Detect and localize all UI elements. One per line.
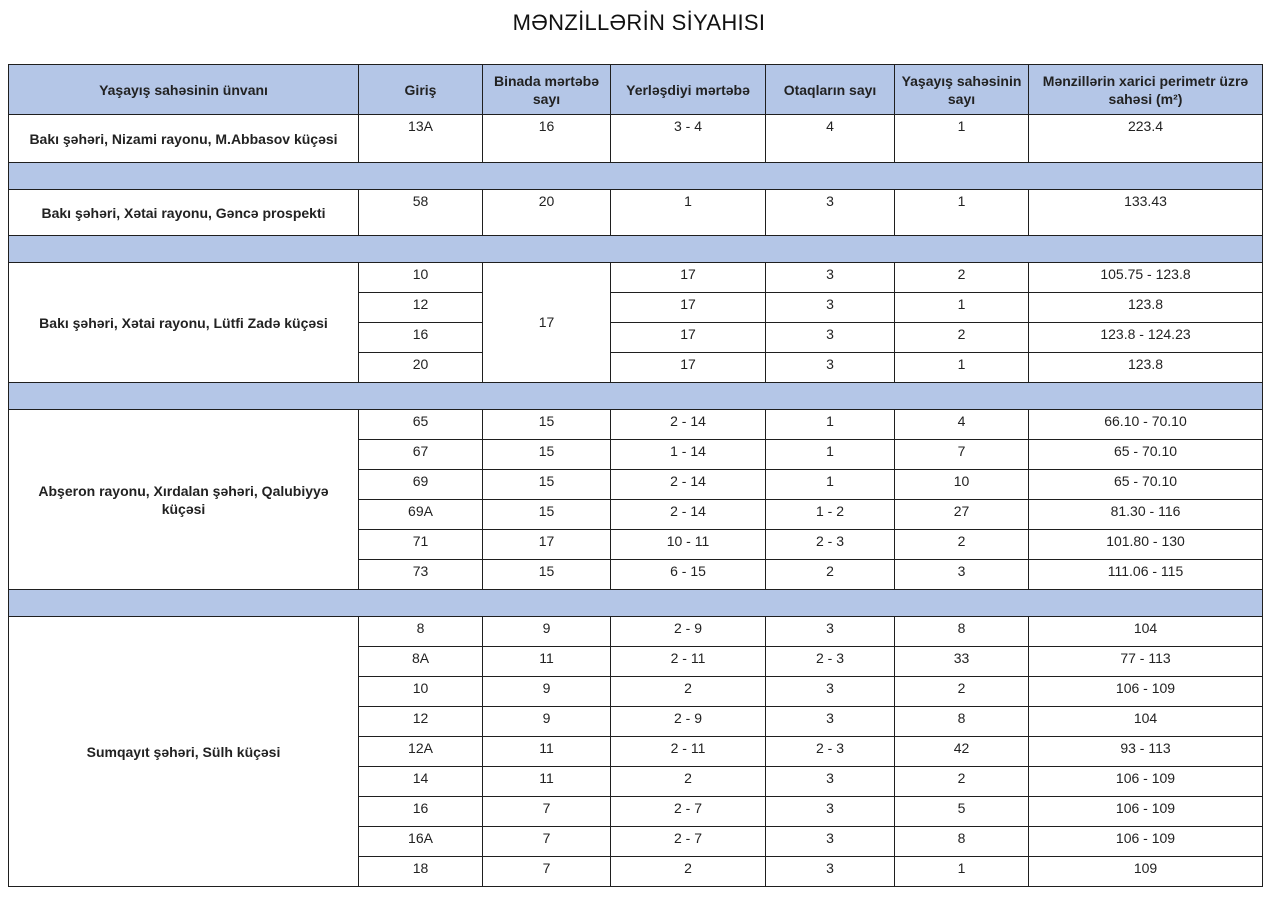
rooms-cell: 2 xyxy=(766,560,895,590)
area-cell: 109 xyxy=(1029,857,1263,887)
residence-count-cell: 2 xyxy=(895,767,1029,797)
residence-count-cell: 1 xyxy=(895,115,1029,163)
building-floors-cell: 17 xyxy=(483,263,611,383)
entrance-cell: 8 xyxy=(359,617,483,647)
separator-row xyxy=(9,163,1263,190)
floor-cell: 2 - 11 xyxy=(611,647,766,677)
area-cell: 93 - 113 xyxy=(1029,737,1263,767)
separator-cell xyxy=(9,236,1263,263)
header-entrance: Giriş xyxy=(359,65,483,115)
rooms-cell: 3 xyxy=(766,263,895,293)
area-cell: 104 xyxy=(1029,707,1263,737)
address-cell: Sumqayıt şəhəri, Sülh küçəsi xyxy=(9,617,359,887)
rooms-cell: 3 xyxy=(766,677,895,707)
residence-count-cell: 2 xyxy=(895,263,1029,293)
header-floor: Yerləşdiyi mərtəbə xyxy=(611,65,766,115)
building-floors-cell: 17 xyxy=(483,530,611,560)
floor-cell: 2 - 9 xyxy=(611,617,766,647)
floor-cell: 2 - 14 xyxy=(611,410,766,440)
rooms-cell: 3 xyxy=(766,857,895,887)
floor-cell: 2 xyxy=(611,677,766,707)
rooms-cell: 1 xyxy=(766,440,895,470)
header-building-floors: Binada mərtəbə sayı xyxy=(483,65,611,115)
entrance-cell: 12 xyxy=(359,707,483,737)
residence-count-cell: 2 xyxy=(895,323,1029,353)
area-cell: 133.43 xyxy=(1029,190,1263,236)
separator-cell xyxy=(9,163,1263,190)
building-floors-cell: 11 xyxy=(483,767,611,797)
residence-count-cell: 8 xyxy=(895,617,1029,647)
residence-count-cell: 1 xyxy=(895,857,1029,887)
entrance-cell: 69A xyxy=(359,500,483,530)
floor-cell: 17 xyxy=(611,323,766,353)
rooms-cell: 1 xyxy=(766,410,895,440)
entrance-cell: 16 xyxy=(359,323,483,353)
entrance-cell: 12A xyxy=(359,737,483,767)
rooms-cell: 1 - 2 xyxy=(766,500,895,530)
floor-cell: 2 - 9 xyxy=(611,707,766,737)
table-header-row xyxy=(9,65,1263,115)
table-row xyxy=(9,190,1263,236)
area-cell: 123.8 - 124.23 xyxy=(1029,323,1263,353)
rooms-cell: 3 xyxy=(766,353,895,383)
building-floors-cell: 20 xyxy=(483,190,611,236)
building-floors-cell: 7 xyxy=(483,857,611,887)
floor-cell: 2 xyxy=(611,767,766,797)
table-row xyxy=(9,115,1263,163)
rooms-cell: 3 xyxy=(766,797,895,827)
entrance-cell: 18 xyxy=(359,857,483,887)
residence-count-cell: 7 xyxy=(895,440,1029,470)
floor-cell: 1 xyxy=(611,190,766,236)
rooms-cell: 3 xyxy=(766,827,895,857)
area-cell: 66.10 - 70.10 xyxy=(1029,410,1263,440)
residence-count-cell: 2 xyxy=(895,530,1029,560)
building-floors-cell: 9 xyxy=(483,707,611,737)
area-cell: 105.75 - 123.8 xyxy=(1029,263,1263,293)
residence-count-cell: 5 xyxy=(895,797,1029,827)
entrance-cell: 16A xyxy=(359,827,483,857)
area-cell: 106 - 109 xyxy=(1029,827,1263,857)
separator-row xyxy=(9,590,1263,617)
rooms-cell: 3 xyxy=(766,293,895,323)
table-row xyxy=(9,410,1263,440)
separator-cell xyxy=(9,383,1263,410)
residence-count-cell: 27 xyxy=(895,500,1029,530)
entrance-cell: 13A xyxy=(359,115,483,163)
building-floors-cell: 11 xyxy=(483,737,611,767)
area-cell: 106 - 109 xyxy=(1029,767,1263,797)
building-floors-cell: 15 xyxy=(483,410,611,440)
rooms-cell: 2 - 3 xyxy=(766,530,895,560)
building-floors-cell: 15 xyxy=(483,440,611,470)
apartments-table xyxy=(8,64,1263,887)
floor-cell: 2 - 11 xyxy=(611,737,766,767)
floor-cell: 2 - 7 xyxy=(611,827,766,857)
header-residence-count: Yaşayış sahəsinin sayı xyxy=(895,65,1029,115)
area-cell: 104 xyxy=(1029,617,1263,647)
floor-cell: 2 - 14 xyxy=(611,500,766,530)
floor-cell: 17 xyxy=(611,293,766,323)
area-cell: 106 - 109 xyxy=(1029,677,1263,707)
address-cell: Bakı şəhəri, Nizami rayonu, M.Abbasov küçəsi xyxy=(9,115,359,163)
header-rooms: Otaqların sayı xyxy=(766,65,895,115)
separator-row xyxy=(9,236,1263,263)
separator-row xyxy=(9,383,1263,410)
entrance-cell: 12 xyxy=(359,293,483,323)
area-cell: 223.4 xyxy=(1029,115,1263,163)
table-row xyxy=(9,617,1263,647)
separator-cell xyxy=(9,590,1263,617)
rooms-cell: 3 xyxy=(766,190,895,236)
floor-cell: 17 xyxy=(611,263,766,293)
building-floors-cell: 7 xyxy=(483,797,611,827)
entrance-cell: 10 xyxy=(359,263,483,293)
floor-cell: 2 xyxy=(611,857,766,887)
header-area: Mənzillərin xarici perimetr üzrə sahəsi (m²) xyxy=(1029,65,1263,115)
building-floors-cell: 15 xyxy=(483,470,611,500)
floor-cell: 2 - 7 xyxy=(611,797,766,827)
entrance-cell: 73 xyxy=(359,560,483,590)
area-cell: 123.8 xyxy=(1029,353,1263,383)
floor-cell: 17 xyxy=(611,353,766,383)
rooms-cell: 3 xyxy=(766,617,895,647)
area-cell: 111.06 - 115 xyxy=(1029,560,1263,590)
address-cell: Abşeron rayonu, Xırdalan şəhəri, Qalubiyyə küçəsi xyxy=(9,410,359,590)
floor-cell: 1 - 14 xyxy=(611,440,766,470)
rooms-cell: 4 xyxy=(766,115,895,163)
residence-count-cell: 8 xyxy=(895,707,1029,737)
address-cell: Bakı şəhəri, Xətai rayonu, Lütfi Zadə küçəsi xyxy=(9,263,359,383)
entrance-cell: 20 xyxy=(359,353,483,383)
header-address: Yaşayış sahəsinin ünvanı xyxy=(9,65,359,115)
residence-count-cell: 1 xyxy=(895,293,1029,323)
rooms-cell: 1 xyxy=(766,470,895,500)
entrance-cell: 14 xyxy=(359,767,483,797)
entrance-cell: 8A xyxy=(359,647,483,677)
residence-count-cell: 42 xyxy=(895,737,1029,767)
page-title: MƏNZİLLƏRİN SİYAHISI xyxy=(512,10,766,35)
entrance-cell: 69 xyxy=(359,470,483,500)
residence-count-cell: 3 xyxy=(895,560,1029,590)
residence-count-cell: 1 xyxy=(895,190,1029,236)
entrance-cell: 10 xyxy=(359,677,483,707)
area-cell: 65 - 70.10 xyxy=(1029,440,1263,470)
building-floors-cell: 15 xyxy=(483,560,611,590)
floor-cell: 6 - 15 xyxy=(611,560,766,590)
residence-count-cell: 8 xyxy=(895,827,1029,857)
entrance-cell: 65 xyxy=(359,410,483,440)
building-floors-cell: 9 xyxy=(483,617,611,647)
area-cell: 65 - 70.10 xyxy=(1029,470,1263,500)
area-cell: 101.80 - 130 xyxy=(1029,530,1263,560)
entrance-cell: 67 xyxy=(359,440,483,470)
floor-cell: 3 - 4 xyxy=(611,115,766,163)
entrance-cell: 71 xyxy=(359,530,483,560)
residence-count-cell: 4 xyxy=(895,410,1029,440)
rooms-cell: 3 xyxy=(766,767,895,797)
area-cell: 123.8 xyxy=(1029,293,1263,323)
area-cell: 77 - 113 xyxy=(1029,647,1263,677)
entrance-cell: 16 xyxy=(359,797,483,827)
building-floors-cell: 9 xyxy=(483,677,611,707)
building-floors-cell: 16 xyxy=(483,115,611,163)
address-cell: Bakı şəhəri, Xətai rayonu, Gəncə prospekti xyxy=(9,190,359,236)
area-cell: 106 - 109 xyxy=(1029,797,1263,827)
rooms-cell: 3 xyxy=(766,323,895,353)
rooms-cell: 2 - 3 xyxy=(766,647,895,677)
residence-count-cell: 33 xyxy=(895,647,1029,677)
residence-count-cell: 2 xyxy=(895,677,1029,707)
floor-cell: 10 - 11 xyxy=(611,530,766,560)
area-cell: 81.30 - 116 xyxy=(1029,500,1263,530)
rooms-cell: 2 - 3 xyxy=(766,737,895,767)
table-row xyxy=(9,263,1263,293)
building-floors-cell: 7 xyxy=(483,827,611,857)
residence-count-cell: 10 xyxy=(895,470,1029,500)
residence-count-cell: 1 xyxy=(895,353,1029,383)
rooms-cell: 3 xyxy=(766,707,895,737)
floor-cell: 2 - 14 xyxy=(611,470,766,500)
building-floors-cell: 15 xyxy=(483,500,611,530)
building-floors-cell: 11 xyxy=(483,647,611,677)
entrance-cell: 58 xyxy=(359,190,483,236)
